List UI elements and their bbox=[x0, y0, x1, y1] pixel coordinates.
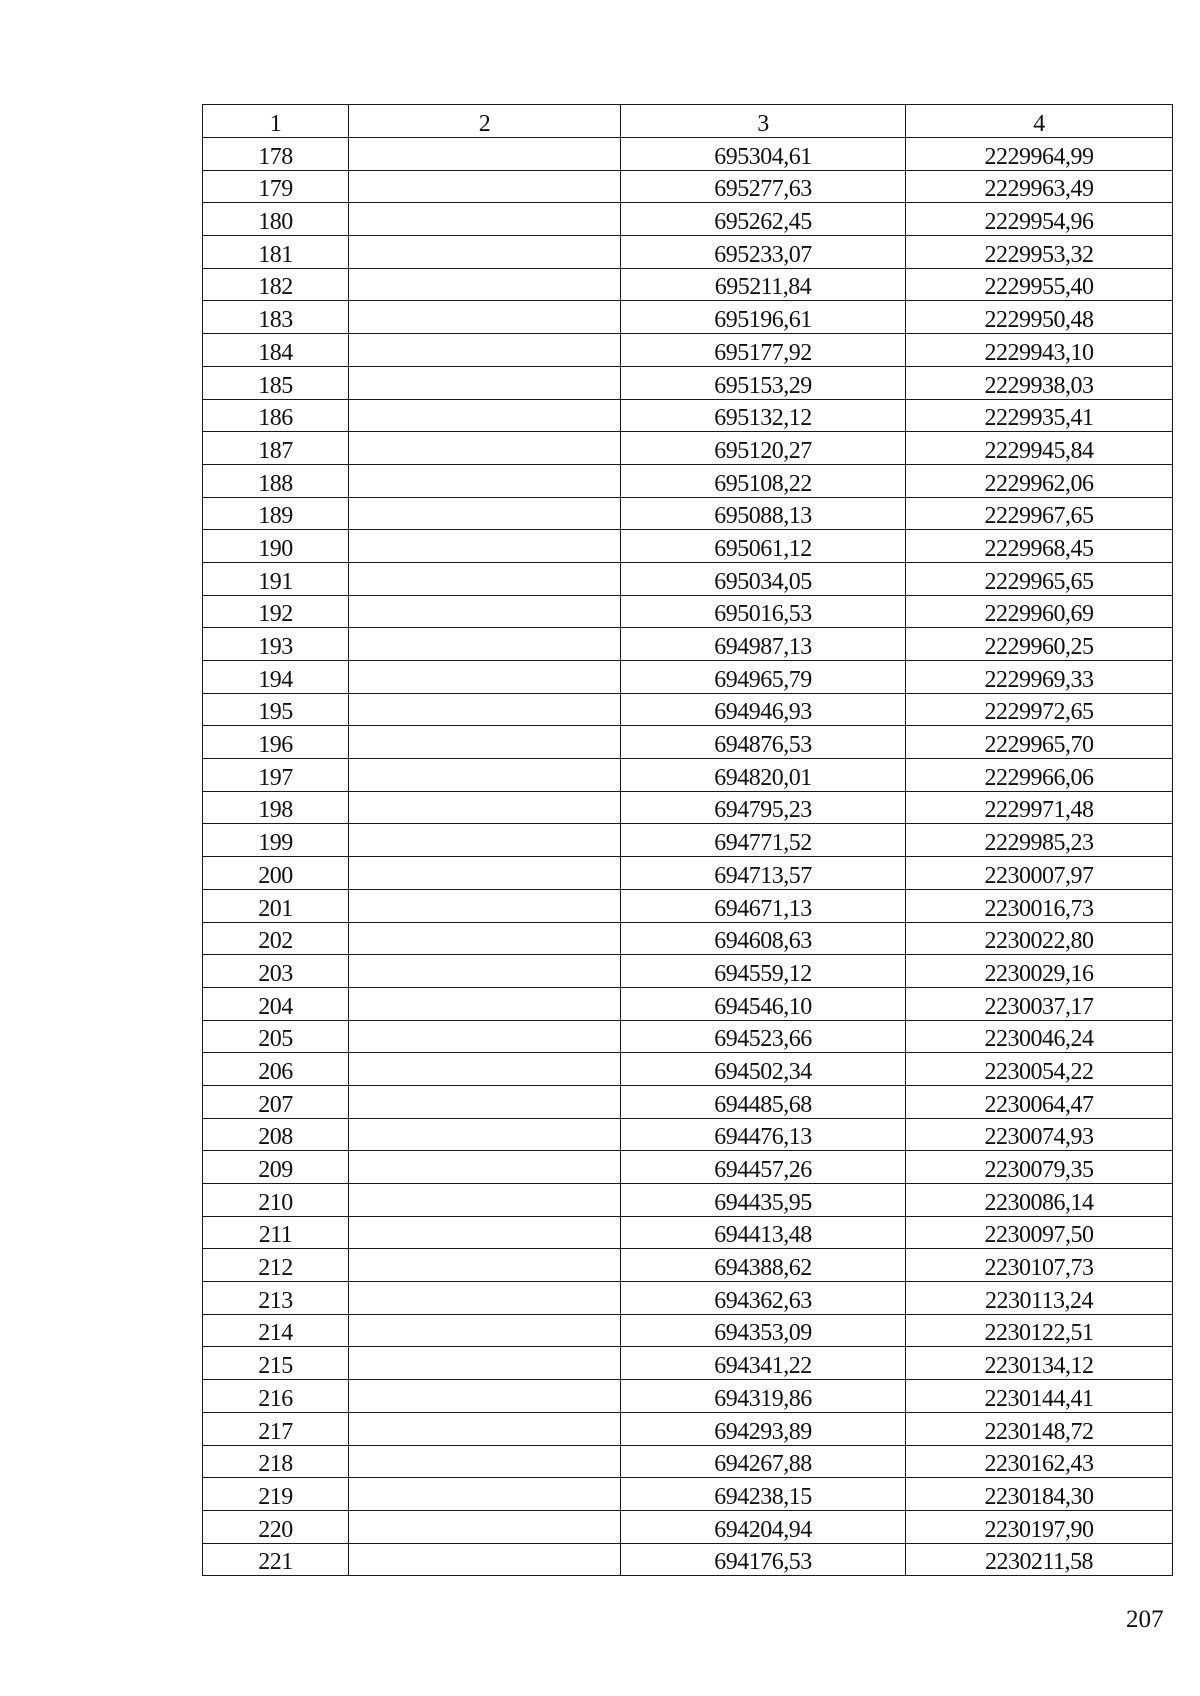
table-cell-col-3: 695016,53 bbox=[621, 595, 906, 628]
table-row bbox=[203, 301, 1173, 334]
table-row bbox=[203, 170, 1173, 203]
table-cell-col-2 bbox=[349, 366, 621, 399]
table-cell-col-4: 2230211,58 bbox=[906, 1543, 1173, 1576]
table-cell-col-3: 694713,57 bbox=[621, 857, 906, 890]
table-cell-col-2 bbox=[349, 1053, 621, 1086]
table-cell-col-4: 2229938,03 bbox=[906, 366, 1173, 399]
table-cell-col-2 bbox=[349, 399, 621, 432]
table-cell-col-1: 184 bbox=[203, 334, 349, 367]
table-cell-col-3: 694413,48 bbox=[621, 1216, 906, 1249]
table-cell-col-3: 695132,12 bbox=[621, 399, 906, 432]
table-cell-col-3: 695088,13 bbox=[621, 497, 906, 530]
table-row bbox=[203, 1085, 1173, 1118]
table-row bbox=[203, 464, 1173, 497]
table-row bbox=[203, 334, 1173, 367]
table-row bbox=[203, 595, 1173, 628]
table-row bbox=[203, 530, 1173, 563]
table-cell-col-1: 204 bbox=[203, 987, 349, 1020]
table-cell-col-1: 197 bbox=[203, 759, 349, 792]
table-cell-col-3: 694435,95 bbox=[621, 1184, 906, 1217]
table-cell-col-3: 695153,29 bbox=[621, 366, 906, 399]
table-cell-col-3: 694795,23 bbox=[621, 791, 906, 824]
table-cell-col-1: 208 bbox=[203, 1118, 349, 1151]
table-cell-col-4: 2229985,23 bbox=[906, 824, 1173, 857]
table-cell-col-3: 694293,89 bbox=[621, 1412, 906, 1445]
table-cell-col-2 bbox=[349, 1282, 621, 1315]
header-cell-3: 3 bbox=[621, 105, 906, 138]
table-cell-col-3: 694362,63 bbox=[621, 1282, 906, 1315]
table-cell-col-4: 2230197,90 bbox=[906, 1510, 1173, 1543]
table-cell-col-2 bbox=[349, 1314, 621, 1347]
header-cell-1: 1 bbox=[203, 105, 349, 138]
table-cell-col-4: 2229945,84 bbox=[906, 432, 1173, 465]
table-cell-col-3: 694608,63 bbox=[621, 922, 906, 955]
table-cell-col-3: 694771,52 bbox=[621, 824, 906, 857]
table-row bbox=[203, 857, 1173, 890]
table-body bbox=[203, 138, 1173, 1576]
table-cell-col-4: 2229965,65 bbox=[906, 562, 1173, 595]
table-cell-col-1: 217 bbox=[203, 1412, 349, 1445]
table-cell-col-1: 192 bbox=[203, 595, 349, 628]
table-cell-col-4: 2230184,30 bbox=[906, 1478, 1173, 1511]
table-cell-col-4: 2229950,48 bbox=[906, 301, 1173, 334]
table-cell-col-1: 201 bbox=[203, 889, 349, 922]
table-row bbox=[203, 562, 1173, 595]
table-cell-col-2 bbox=[349, 889, 621, 922]
table-row bbox=[203, 203, 1173, 236]
table-cell-col-4: 2230097,50 bbox=[906, 1216, 1173, 1249]
table-cell-col-1: 179 bbox=[203, 170, 349, 203]
table-cell-col-2 bbox=[349, 595, 621, 628]
table-cell-col-4: 2229960,69 bbox=[906, 595, 1173, 628]
table-cell-col-1: 212 bbox=[203, 1249, 349, 1282]
table-cell-col-2 bbox=[349, 562, 621, 595]
table-cell-col-3: 694204,94 bbox=[621, 1510, 906, 1543]
table-row bbox=[203, 1314, 1173, 1347]
table-row bbox=[203, 1216, 1173, 1249]
table-cell-col-2 bbox=[349, 661, 621, 694]
table-cell-col-3: 694238,15 bbox=[621, 1478, 906, 1511]
header-row bbox=[203, 105, 1173, 138]
table-cell-col-1: 178 bbox=[203, 138, 349, 171]
table-cell-col-3: 694523,66 bbox=[621, 1020, 906, 1053]
table-cell-col-2 bbox=[349, 1347, 621, 1380]
table-cell-col-1: 209 bbox=[203, 1151, 349, 1184]
table-cell-col-3: 694341,22 bbox=[621, 1347, 906, 1380]
table-cell-col-2 bbox=[349, 1216, 621, 1249]
table-row bbox=[203, 1184, 1173, 1217]
table-cell-col-1: 215 bbox=[203, 1347, 349, 1380]
table-cell-col-2 bbox=[349, 955, 621, 988]
table-cell-col-1: 180 bbox=[203, 203, 349, 236]
table-cell-col-4: 2229943,10 bbox=[906, 334, 1173, 367]
table-row bbox=[203, 628, 1173, 661]
table-cell-col-3: 694987,13 bbox=[621, 628, 906, 661]
table-cell-col-4: 2229962,06 bbox=[906, 464, 1173, 497]
table-cell-col-3: 695211,84 bbox=[621, 268, 906, 301]
table-cell-col-4: 2229964,99 bbox=[906, 138, 1173, 171]
table-cell-col-1: 191 bbox=[203, 562, 349, 595]
table-cell-col-4: 2230064,47 bbox=[906, 1085, 1173, 1118]
table-cell-col-4: 2229972,65 bbox=[906, 693, 1173, 726]
table-cell-col-1: 214 bbox=[203, 1314, 349, 1347]
table-cell-col-4: 2230054,22 bbox=[906, 1053, 1173, 1086]
table-cell-col-3: 695304,61 bbox=[621, 138, 906, 171]
table-row bbox=[203, 1543, 1173, 1576]
table-row bbox=[203, 791, 1173, 824]
table-cell-col-1: 218 bbox=[203, 1445, 349, 1478]
table-cell-col-4: 2230046,24 bbox=[906, 1020, 1173, 1053]
table-row bbox=[203, 1478, 1173, 1511]
table-cell-col-4: 2229966,06 bbox=[906, 759, 1173, 792]
table-cell-col-3: 695196,61 bbox=[621, 301, 906, 334]
table-cell-col-2 bbox=[349, 1020, 621, 1053]
table-cell-col-4: 2230107,73 bbox=[906, 1249, 1173, 1282]
table-cell-col-1: 207 bbox=[203, 1085, 349, 1118]
table-cell-col-3: 694671,13 bbox=[621, 889, 906, 922]
table-row bbox=[203, 726, 1173, 759]
table-row bbox=[203, 1510, 1173, 1543]
table-row bbox=[203, 1020, 1173, 1053]
table-cell-col-4: 2230007,97 bbox=[906, 857, 1173, 890]
table-cell-col-2 bbox=[349, 464, 621, 497]
table-cell-col-4: 2230086,14 bbox=[906, 1184, 1173, 1217]
table-cell-col-1: 200 bbox=[203, 857, 349, 890]
table-cell-col-1: 198 bbox=[203, 791, 349, 824]
page-number: 207 bbox=[1126, 1606, 1164, 1633]
table-cell-col-4: 2229967,65 bbox=[906, 497, 1173, 530]
table-cell-col-4: 2229953,32 bbox=[906, 236, 1173, 269]
table-row bbox=[203, 1053, 1173, 1086]
coordinates-table bbox=[202, 104, 1173, 1576]
table-row bbox=[203, 661, 1173, 694]
table-cell-col-2 bbox=[349, 432, 621, 465]
table-cell-col-3: 694946,93 bbox=[621, 693, 906, 726]
table-cell-col-3: 695233,07 bbox=[621, 236, 906, 269]
table-cell-col-2 bbox=[349, 138, 621, 171]
table-cell-col-1: 213 bbox=[203, 1282, 349, 1315]
table-row bbox=[203, 693, 1173, 726]
table-cell-col-3: 694965,79 bbox=[621, 661, 906, 694]
table-cell-col-3: 694876,53 bbox=[621, 726, 906, 759]
table-cell-col-1: 193 bbox=[203, 628, 349, 661]
table-cell-col-3: 694485,68 bbox=[621, 1085, 906, 1118]
table-cell-col-1: 216 bbox=[203, 1380, 349, 1413]
table-cell-col-4: 2229965,70 bbox=[906, 726, 1173, 759]
table-row bbox=[203, 1380, 1173, 1413]
table-cell-col-3: 694353,09 bbox=[621, 1314, 906, 1347]
table-row bbox=[203, 1282, 1173, 1315]
table-cell-col-1: 189 bbox=[203, 497, 349, 530]
table-cell-col-4: 2230134,12 bbox=[906, 1347, 1173, 1380]
table-row bbox=[203, 497, 1173, 530]
table-cell-col-3: 695120,27 bbox=[621, 432, 906, 465]
table-cell-col-2 bbox=[349, 497, 621, 530]
table-cell-col-1: 199 bbox=[203, 824, 349, 857]
table-cell-col-3: 695262,45 bbox=[621, 203, 906, 236]
table-cell-col-1: 221 bbox=[203, 1543, 349, 1576]
table-cell-col-3: 694388,62 bbox=[621, 1249, 906, 1282]
table-row bbox=[203, 236, 1173, 269]
table-row bbox=[203, 824, 1173, 857]
table-cell-col-2 bbox=[349, 857, 621, 890]
table-cell-col-4: 2230079,35 bbox=[906, 1151, 1173, 1184]
table-cell-col-2 bbox=[349, 726, 621, 759]
table-cell-col-1: 186 bbox=[203, 399, 349, 432]
header-cell-2: 2 bbox=[349, 105, 621, 138]
header-cell-4: 4 bbox=[906, 105, 1173, 138]
table-cell-col-1: 211 bbox=[203, 1216, 349, 1249]
table-row bbox=[203, 987, 1173, 1020]
table-row bbox=[203, 268, 1173, 301]
table-cell-col-1: 194 bbox=[203, 661, 349, 694]
table-cell-col-2 bbox=[349, 824, 621, 857]
table-cell-col-3: 695034,05 bbox=[621, 562, 906, 595]
table-cell-col-4: 2230122,51 bbox=[906, 1314, 1173, 1347]
table-row bbox=[203, 366, 1173, 399]
table-cell-col-4: 2230148,72 bbox=[906, 1412, 1173, 1445]
table-cell-col-3: 694820,01 bbox=[621, 759, 906, 792]
table-cell-col-4: 2229968,45 bbox=[906, 530, 1173, 563]
table-cell-col-4: 2230074,93 bbox=[906, 1118, 1173, 1151]
table-cell-col-4: 2229935,41 bbox=[906, 399, 1173, 432]
table-cell-col-1: 188 bbox=[203, 464, 349, 497]
table-cell-col-3: 695277,63 bbox=[621, 170, 906, 203]
table-row bbox=[203, 1249, 1173, 1282]
table-row bbox=[203, 1151, 1173, 1184]
table-cell-col-4: 2229971,48 bbox=[906, 791, 1173, 824]
table-cell-col-1: 210 bbox=[203, 1184, 349, 1217]
table-cell-col-3: 694176,53 bbox=[621, 1543, 906, 1576]
table-cell-col-2 bbox=[349, 1085, 621, 1118]
table-row bbox=[203, 432, 1173, 465]
table-cell-col-3: 694476,13 bbox=[621, 1118, 906, 1151]
table-cell-col-2 bbox=[349, 301, 621, 334]
table-cell-col-2 bbox=[349, 1184, 621, 1217]
table-cell-col-4: 2230029,16 bbox=[906, 955, 1173, 988]
table-cell-col-4: 2230144,41 bbox=[906, 1380, 1173, 1413]
table-cell-col-2 bbox=[349, 268, 621, 301]
table-cell-col-2 bbox=[349, 170, 621, 203]
table-cell-col-2 bbox=[349, 628, 621, 661]
table-cell-col-3: 694267,88 bbox=[621, 1445, 906, 1478]
table-cell-col-2 bbox=[349, 203, 621, 236]
table-cell-col-2 bbox=[349, 236, 621, 269]
table-cell-col-2 bbox=[349, 1445, 621, 1478]
table-cell-col-4: 2230022,80 bbox=[906, 922, 1173, 955]
table-cell-col-1: 183 bbox=[203, 301, 349, 334]
table-cell-col-1: 181 bbox=[203, 236, 349, 269]
table-cell-col-2 bbox=[349, 1543, 621, 1576]
table-cell-col-2 bbox=[349, 334, 621, 367]
table-cell-col-4: 2229969,33 bbox=[906, 661, 1173, 694]
table-cell-col-2 bbox=[349, 530, 621, 563]
table-cell-col-1: 182 bbox=[203, 268, 349, 301]
table-cell-col-1: 185 bbox=[203, 366, 349, 399]
table-cell-col-2 bbox=[349, 791, 621, 824]
table-cell-col-4: 2230113,24 bbox=[906, 1282, 1173, 1315]
table-cell-col-1: 220 bbox=[203, 1510, 349, 1543]
table-cell-col-1: 203 bbox=[203, 955, 349, 988]
table-cell-col-2 bbox=[349, 1510, 621, 1543]
table-row bbox=[203, 955, 1173, 988]
table-cell-col-4: 2229963,49 bbox=[906, 170, 1173, 203]
table-cell-col-2 bbox=[349, 759, 621, 792]
table-cell-col-1: 202 bbox=[203, 922, 349, 955]
table-row bbox=[203, 889, 1173, 922]
table-cell-col-3: 695108,22 bbox=[621, 464, 906, 497]
table-cell-col-1: 219 bbox=[203, 1478, 349, 1511]
table-header bbox=[203, 105, 1173, 138]
table-cell-col-3: 694559,12 bbox=[621, 955, 906, 988]
table-cell-col-3: 694502,34 bbox=[621, 1053, 906, 1086]
table-cell-col-1: 206 bbox=[203, 1053, 349, 1086]
table-cell-col-3: 694319,86 bbox=[621, 1380, 906, 1413]
table-cell-col-4: 2229954,96 bbox=[906, 203, 1173, 236]
table-cell-col-2 bbox=[349, 1249, 621, 1282]
table-cell-col-3: 694546,10 bbox=[621, 987, 906, 1020]
table-cell-col-2 bbox=[349, 1118, 621, 1151]
table-row bbox=[203, 1412, 1173, 1445]
table-cell-col-3: 695177,92 bbox=[621, 334, 906, 367]
table-cell-col-1: 205 bbox=[203, 1020, 349, 1053]
table-cell-col-4: 2229960,25 bbox=[906, 628, 1173, 661]
table-cell-col-3: 694457,26 bbox=[621, 1151, 906, 1184]
table-row bbox=[203, 399, 1173, 432]
table-cell-col-3: 695061,12 bbox=[621, 530, 906, 563]
table-row bbox=[203, 922, 1173, 955]
table-row bbox=[203, 759, 1173, 792]
table-row bbox=[203, 1445, 1173, 1478]
table-row bbox=[203, 1118, 1173, 1151]
table-cell-col-2 bbox=[349, 987, 621, 1020]
table-row bbox=[203, 138, 1173, 171]
table-row bbox=[203, 1347, 1173, 1380]
table-cell-col-1: 195 bbox=[203, 693, 349, 726]
table-cell-col-2 bbox=[349, 1151, 621, 1184]
table-cell-col-2 bbox=[349, 1478, 621, 1511]
table-cell-col-4: 2230162,43 bbox=[906, 1445, 1173, 1478]
table-cell-col-4: 2230016,73 bbox=[906, 889, 1173, 922]
table-cell-col-2 bbox=[349, 922, 621, 955]
table-cell-col-4: 2230037,17 bbox=[906, 987, 1173, 1020]
table-cell-col-2 bbox=[349, 693, 621, 726]
table-cell-col-1: 190 bbox=[203, 530, 349, 563]
table-cell-col-2 bbox=[349, 1380, 621, 1413]
table-cell-col-4: 2229955,40 bbox=[906, 268, 1173, 301]
table-cell-col-2 bbox=[349, 1412, 621, 1445]
table-cell-col-1: 196 bbox=[203, 726, 349, 759]
table-cell-col-1: 187 bbox=[203, 432, 349, 465]
